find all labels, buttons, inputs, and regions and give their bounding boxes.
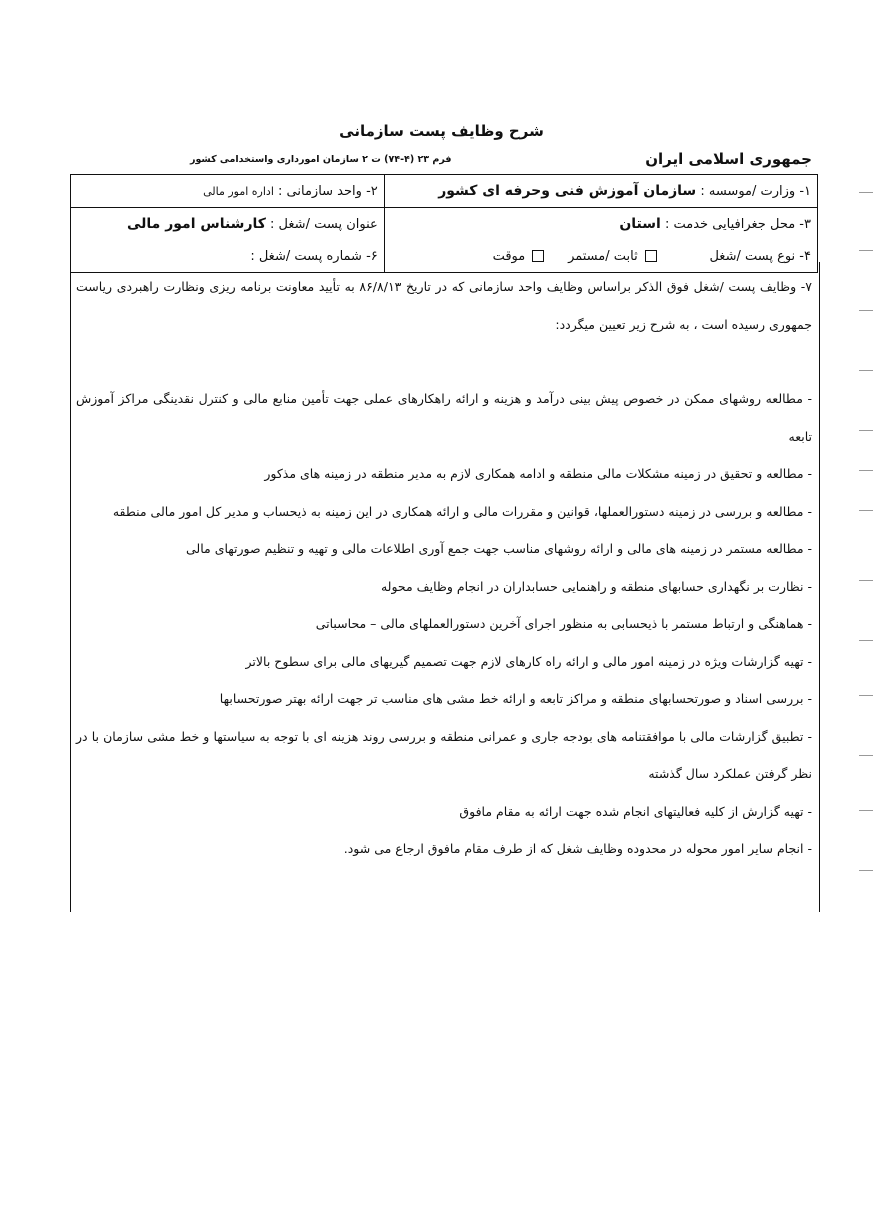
duty-item: - مطالعه و بررسی در زمینه دستورالعملها، قوانین و مقررات مالی و ارائه همکاری در این زمینه به ذیحساب و مدیر کل امور مالی منطقه (112, 503, 812, 519)
header-row (70, 150, 818, 172)
margin-tick (859, 310, 873, 311)
section7-intro: ۷- وظایف پست /شغل فوق الذکر براساس وظایف واحد سازمانی که در تاریخ ۸۶/۸/۱۳ به تأیید معاونت برنامه ریزی ونظارت راهبردی ریاست جمهوری رسیده است ، به شرح زیر تعیین میگردد: (76, 279, 812, 332)
margin-tick (859, 192, 873, 193)
duty-item: - نظارت بر نگهداری حسابهای منطقه و راهنمایی حسابداران در انجام وظایف محوله (380, 578, 812, 594)
margin-tick (859, 810, 873, 811)
margin-tick (859, 870, 873, 871)
ministry-label: ۱- وزارت /موسسه : (700, 184, 811, 199)
post-title-label: عنوان پست /شغل : (270, 217, 378, 232)
post-number-label: ۶- شماره پست /شغل : (250, 248, 378, 264)
permanent-label: ثابت /مستمر (568, 248, 638, 264)
post-info-table (70, 174, 818, 273)
permanent-checkbox[interactable] (645, 250, 657, 262)
unit-value: اداره امور مالی (203, 184, 274, 198)
margin-tick (859, 755, 873, 756)
duty-item: - تطبیق گزارشات مالی با موافقتنامه های بودجه جاری و عمرانی منطقه و بررسی روند هزینه ای با توجه به سیاستها و خط مشی سازمان با در نظر گرفتن عملکرد سال گذشته (76, 728, 812, 781)
duty-item: - مطالعه مستمر در زمینه های مالی و ارائه روشهای مناسب جهت جمع آوری اطلاعات مالی و تهیه و تنظیم صورتهای مالی (185, 541, 812, 556)
duty-item: - مطالعه روشهای ممکن در خصوص پیش بینی درآمد و هزینه و ارائه راهکارهای عملی جهت تأمین منابع مالی و کنترل نقدینگی مراکز آموزش تابعه (76, 391, 812, 444)
location-label: ۳- محل جغرافیایی خدمت : (664, 217, 811, 232)
form-reference: فرم ۲۳ (۴-۷۴) ت ۲ سازمان امورداری واستخدامی کشور (190, 154, 452, 165)
margin-tick (859, 695, 873, 696)
location-value: استان (619, 216, 661, 232)
ministry-cell (384, 175, 817, 208)
post-title-cell (71, 208, 385, 241)
duty-item: - هماهنگی و ارتباط مستمر با ذیحسابی به منظور اجرای آخرین دستورالعملهای مالی – محاسباتی (315, 616, 812, 631)
spacer (76, 343, 812, 380)
scan-margin-marks (843, 180, 873, 920)
margin-tick (859, 640, 873, 641)
table-row (71, 208, 818, 241)
duty-item: - مطالعه و تحقیق در زمینه مشکلات مالی منطقه و ادامه همکاری لازم به مدیر منطقه در زمینه های مذکور (264, 466, 812, 481)
document-title: شرح وظایف پست سازمانی (339, 122, 544, 140)
republic-heading: جمهوری اسلامی ایران (645, 150, 812, 168)
margin-tick (859, 470, 873, 471)
post-title-value: کارشناس امور مالی (126, 216, 266, 232)
margin-tick (859, 430, 873, 431)
margin-tick (859, 510, 873, 511)
location-cell (384, 208, 817, 241)
unit-cell (71, 175, 385, 208)
duty-item: - تهیه گزارش از کلیه فعالیتهای انجام شده جهت ارائه به مقام مافوق (459, 803, 812, 819)
duty-item: - تهیه گزارشات ویژه در زمینه امور مالی و ارائه راه کارهای لازم جهت تصمیم گیریهای مالی برای سطوح بالاتر (245, 653, 812, 669)
duty-item: - بررسی اسناد و صورتحسابهای منطقه و مراکز تابعه و ارائه خط مشی های مناسب تر جهت ارائه بهتر صورتحسابها (219, 691, 812, 706)
duty-item: - انجام سایر امور محوله در محدوده وظایف شغل که از طرف مقام مافوق ارجاع می شود. (343, 841, 812, 856)
ministry-value: سازمان آموزش فنی وحرفه ای کشور (438, 183, 697, 199)
margin-tick (859, 580, 873, 581)
unit-label: ۲- واحد سازمانی : (278, 183, 378, 199)
margin-tick (859, 250, 873, 251)
temporary-label: موقت (492, 248, 526, 264)
table-row (71, 175, 818, 208)
margin-tick (859, 370, 873, 371)
duties-section (76, 268, 812, 868)
temporary-checkbox[interactable] (532, 250, 544, 262)
post-type-label: ۴- نوع پست /شغل (709, 248, 811, 264)
